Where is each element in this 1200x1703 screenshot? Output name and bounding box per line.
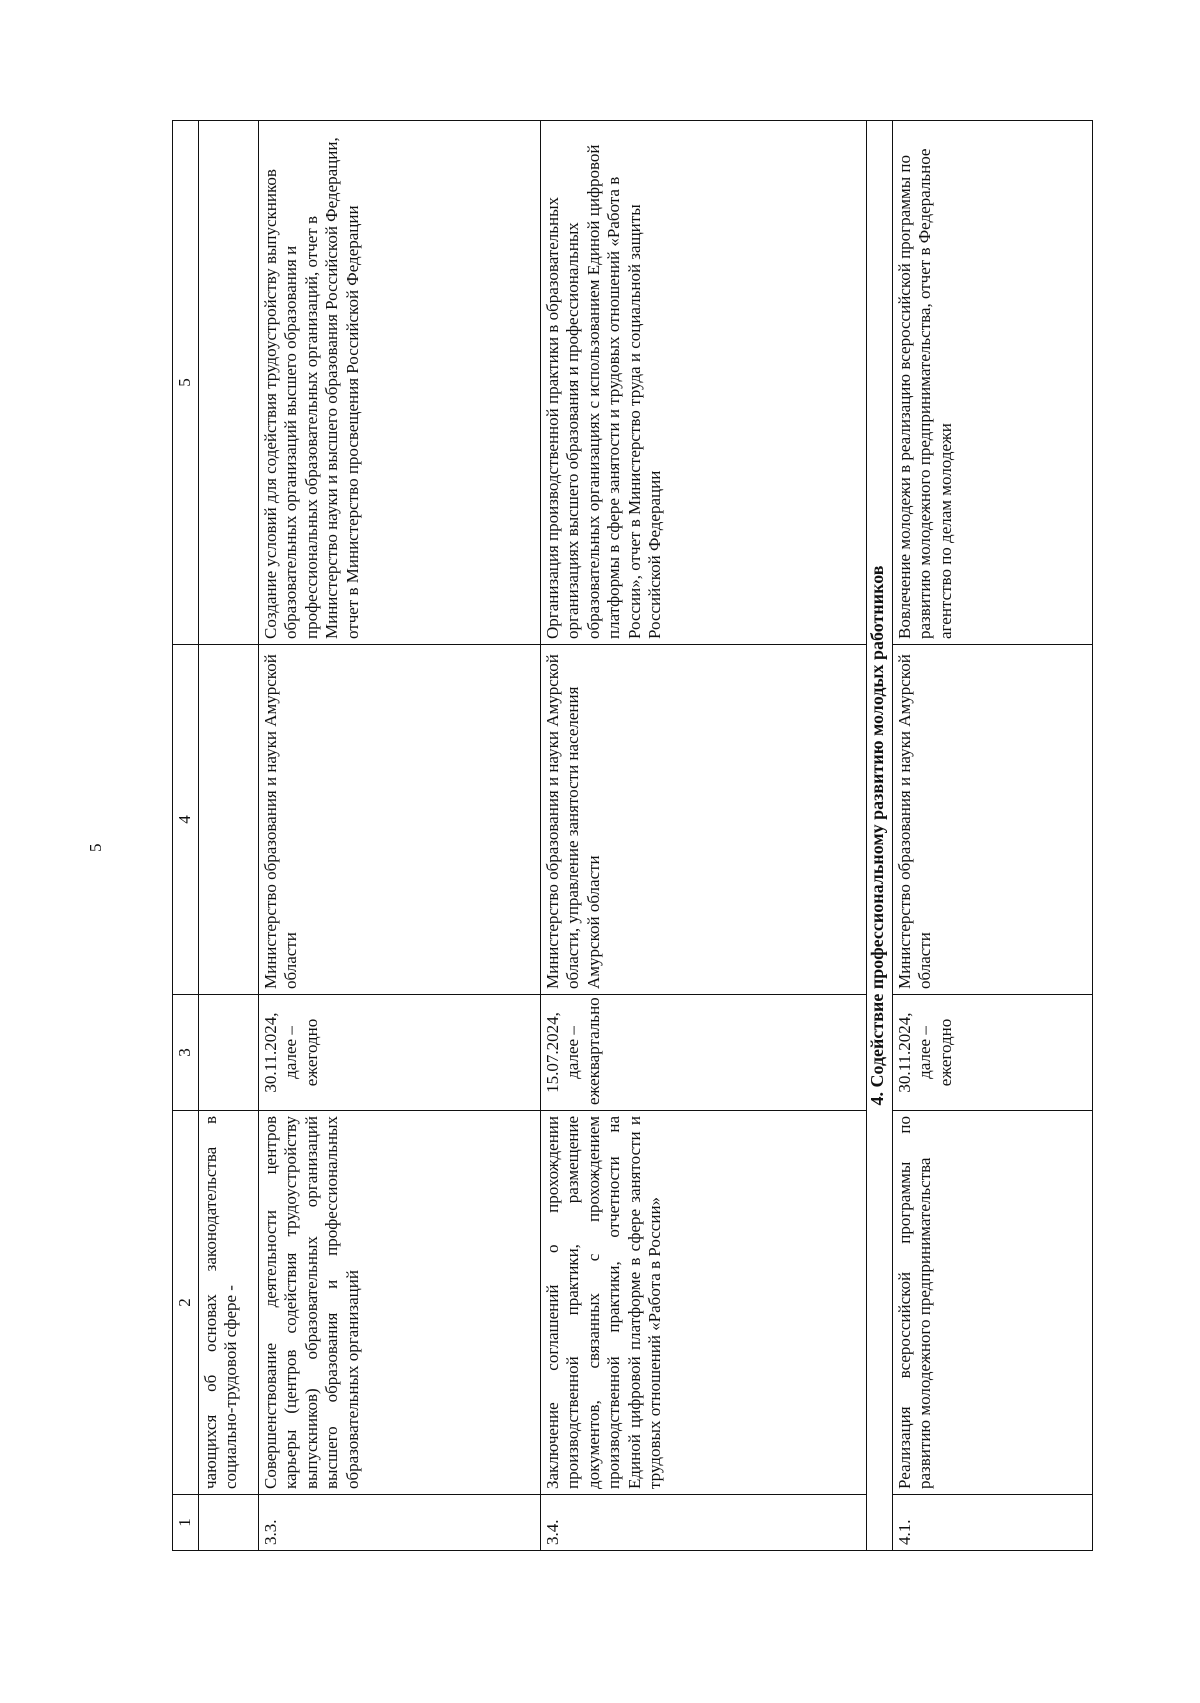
responsible-text: Министерство образования и науки Амурской области — [893, 645, 1093, 995]
section-heading-row — [867, 121, 893, 1551]
result-text: Вовлечение молодежи в реализацию всероссийской программы по развитию молодежного предпринимательства, отчет в Федеральное агентство по делам молодежи — [893, 121, 1093, 645]
deadline-text: 30.11.2024, далее – ежегодно — [893, 995, 1093, 1111]
responsible-text: Министерство образования и науки Амурской области — [259, 645, 541, 995]
row-number-cell — [199, 1495, 259, 1551]
row-number: 3.3. — [259, 1495, 541, 1551]
row-number: 3.4. — [541, 1495, 867, 1551]
row-number: 4.1. — [893, 1495, 1093, 1551]
continuation-text: чающихся об основах законодательства в социально-трудовой сфере - — [199, 1111, 259, 1495]
table-row — [259, 121, 541, 1551]
result-text: Организация производственной практики в образовательных организациях высшего образования и профессиональных образовательных организациях с использованием Единой цифровой платформы в сфере занятости и трудовых отношений «Работа в России», отчет в Министерство труда и социальной защиты Российской Федерации — [541, 121, 867, 645]
col-number-3: 3 — [173, 995, 199, 1111]
deadline-text: 15.07.2024, далее – ежеквартально — [541, 995, 867, 1111]
page-number: 5 — [86, 843, 105, 852]
measures-table — [172, 120, 1093, 1551]
result-text: Создание условий для содействия трудоустройству выпускников образовательных организаций высшего образования и профессиональных образовательных организаций, отчет в Министерство науки и высшего образования Российской Федерации, отчет в Министерство просвещения Российской Федерации — [259, 121, 541, 645]
table-row — [893, 121, 1093, 1551]
rotated-table-container — [172, 121, 1092, 1551]
col-number-2: 2 — [173, 1111, 199, 1495]
measure-text: Совершенствование деятельности центров карьеры (центров содействия трудоустройству выпускников) образовательных организаций высшего образования и профессиональных образовательных организаций — [259, 1111, 541, 1495]
continuation-row — [199, 121, 259, 1551]
col-number-4: 4 — [173, 645, 199, 995]
measure-text: Реализация всероссийской программы по развитию молодежного предпринимательства — [893, 1111, 1093, 1495]
section-heading: 4. Содействие профессиональному развитию молодых работников — [867, 121, 893, 1551]
measure-text: Заключение соглашений о прохождении производственной практики, размещение документов, связанных с прохождением производственной практики, отчетности на Единой цифровой платформе в сфере занятости и трудовых отношений «Работа в России» — [541, 1111, 867, 1495]
col-number-1: 1 — [173, 1495, 199, 1551]
responsible-text: Министерство образования и науки Амурской области, управление занятости населения Амурской области — [541, 645, 867, 995]
table-row — [541, 121, 867, 1551]
col-number-5: 5 — [173, 121, 199, 645]
deadline-text: 30.11.2024, далее – ежегодно — [259, 995, 541, 1111]
column-number-row — [173, 121, 199, 1551]
